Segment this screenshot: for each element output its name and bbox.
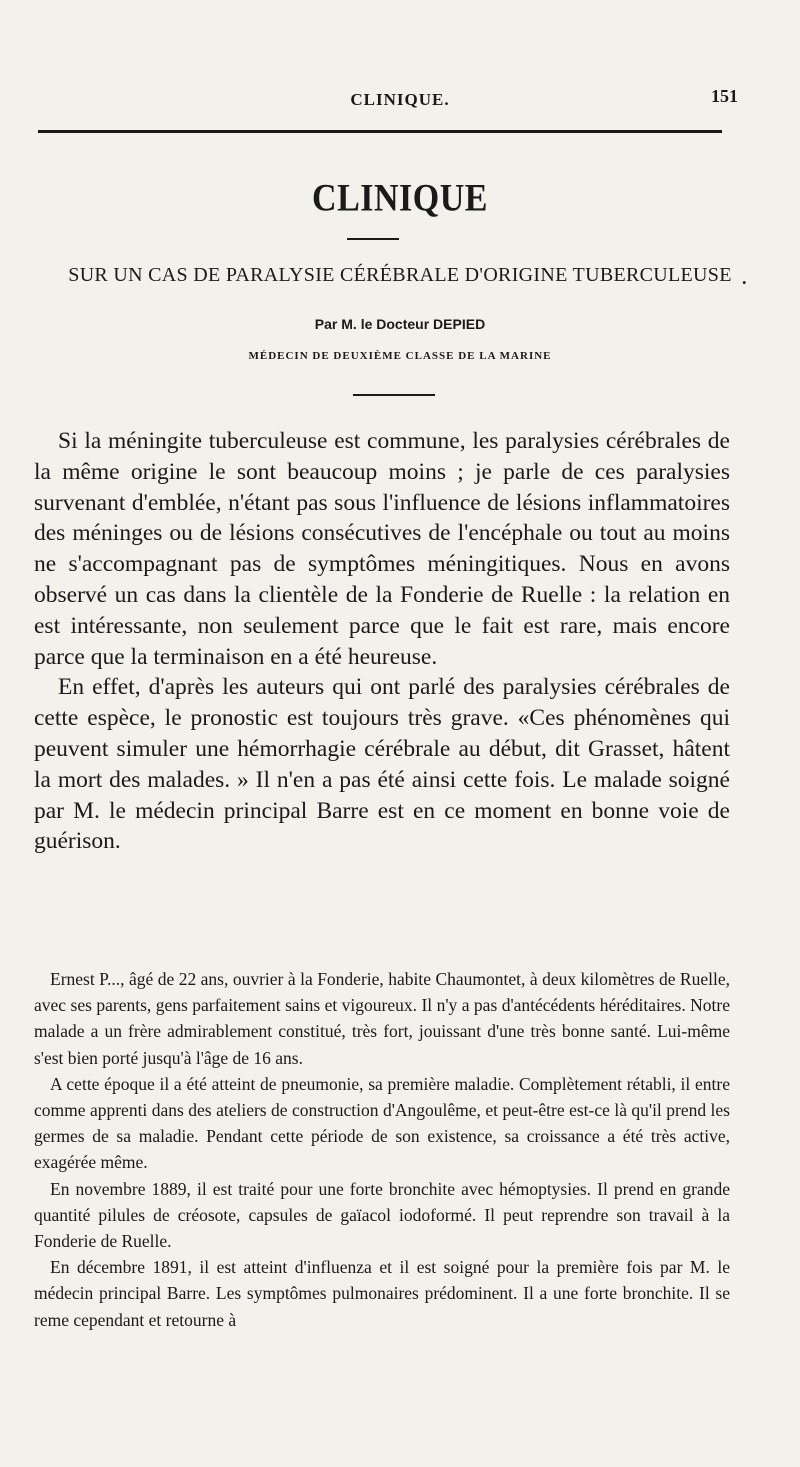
case-paragraph: En décembre 1891, il est atteint d'influenza et il est soigné pour la première fois par M. le médecin principal Barre. Les symptômes pulmonaires prédominent. Il a une forte bronchite. Il se reme cependant et retourne à (34, 1257, 730, 1330)
byline-divider (353, 394, 435, 396)
section-title: CLINIQUE (312, 177, 488, 220)
running-title: CLINIQUE. (350, 90, 450, 109)
case-paragraph: En novembre 1889, il est traité pour une forte bronchite avec hémoptysies. Il prend en grande quantité pilules de créosote, capsules de gaïacol iodoformé. Il peut reprendre son travail à la Fonderie de Ruelle. (34, 1178, 730, 1252)
header-rule (38, 130, 722, 133)
article-subtitle-text: SUR UN CAS DE PARALYSIE CÉRÉBRALE D'ORIGINE TUBERCULEUSE (68, 264, 732, 286)
introduction (34, 426, 730, 857)
case-paragraph: Ernest P..., âgé de 22 ans, ouvrier à la Fonderie, habite Chaumontet, à deux kilomètres de Ruelle, avec ses parents, gens parfaitement sains et vigoureux. Il n'y a pas d'antécédents héréditaires. Notre malade a un frère admirablement constitué, très fort, jouissant d'une très bonne santé. Lui-même s'est bien porté jusqu'à l'âge de 16 ans. (34, 969, 730, 1068)
author-affiliation: MÉDECIN DE DEUXIÈME CLASSE DE LA MARINE (248, 350, 552, 362)
case-paragraph: A cette époque il a été atteint de pneumonie, sa première maladie. Complètement rétabli, il entre comme apprenti dans des ateliers de construction d'Angoulême, et peut-être est-ce là qu'il prend les germes de sa maladie. Pendant cette période de son existence, sa croissance a été très active, exagérée même. (34, 1073, 730, 1173)
author-byline: Par M. le Docteur DEPIED (314, 316, 486, 332)
body-paragraph: En effet, d'après les auteurs qui ont parlé des paralysies cérébrales de cette espèce, le pronostic est toujours très grave. «Ces phénomènes qui peuvent simuler une hémorrhagie cérébrale au début, dit Grasset, hâtent la mort des malades. » Il n'en a pas été ainsi cette fois. Le malade soigné par M. le médecin principal Barre est en ce moment en bonne voie de guérison. (34, 674, 730, 855)
case-observation (34, 966, 730, 1333)
running-header (0, 86, 800, 116)
article-subtitle (0, 264, 800, 287)
page-number: 151 (711, 86, 738, 106)
body-paragraph: Si la méningite tuberculeuse est commune, les paralysies cérébrales de la même origine le sont beaucoup moins ; je parle de ces paralysies survenant d'emblée, n'étant pas sous l'influence de lésions inflammatoires des méninges ou de lésions consécutives de l'encéphale ou tout au moins ne s'accompagnant pas de symptômes méningitiques. Nous en avons observé un cas dans la clientèle de la Fonderie de Ruelle : la relation en est intéressante, non seulement parce que le fait est rare, mais encore parce que la terminaison en a été heureuse. (34, 428, 730, 670)
trailing-mark: . (742, 268, 747, 288)
title-divider (347, 238, 399, 240)
